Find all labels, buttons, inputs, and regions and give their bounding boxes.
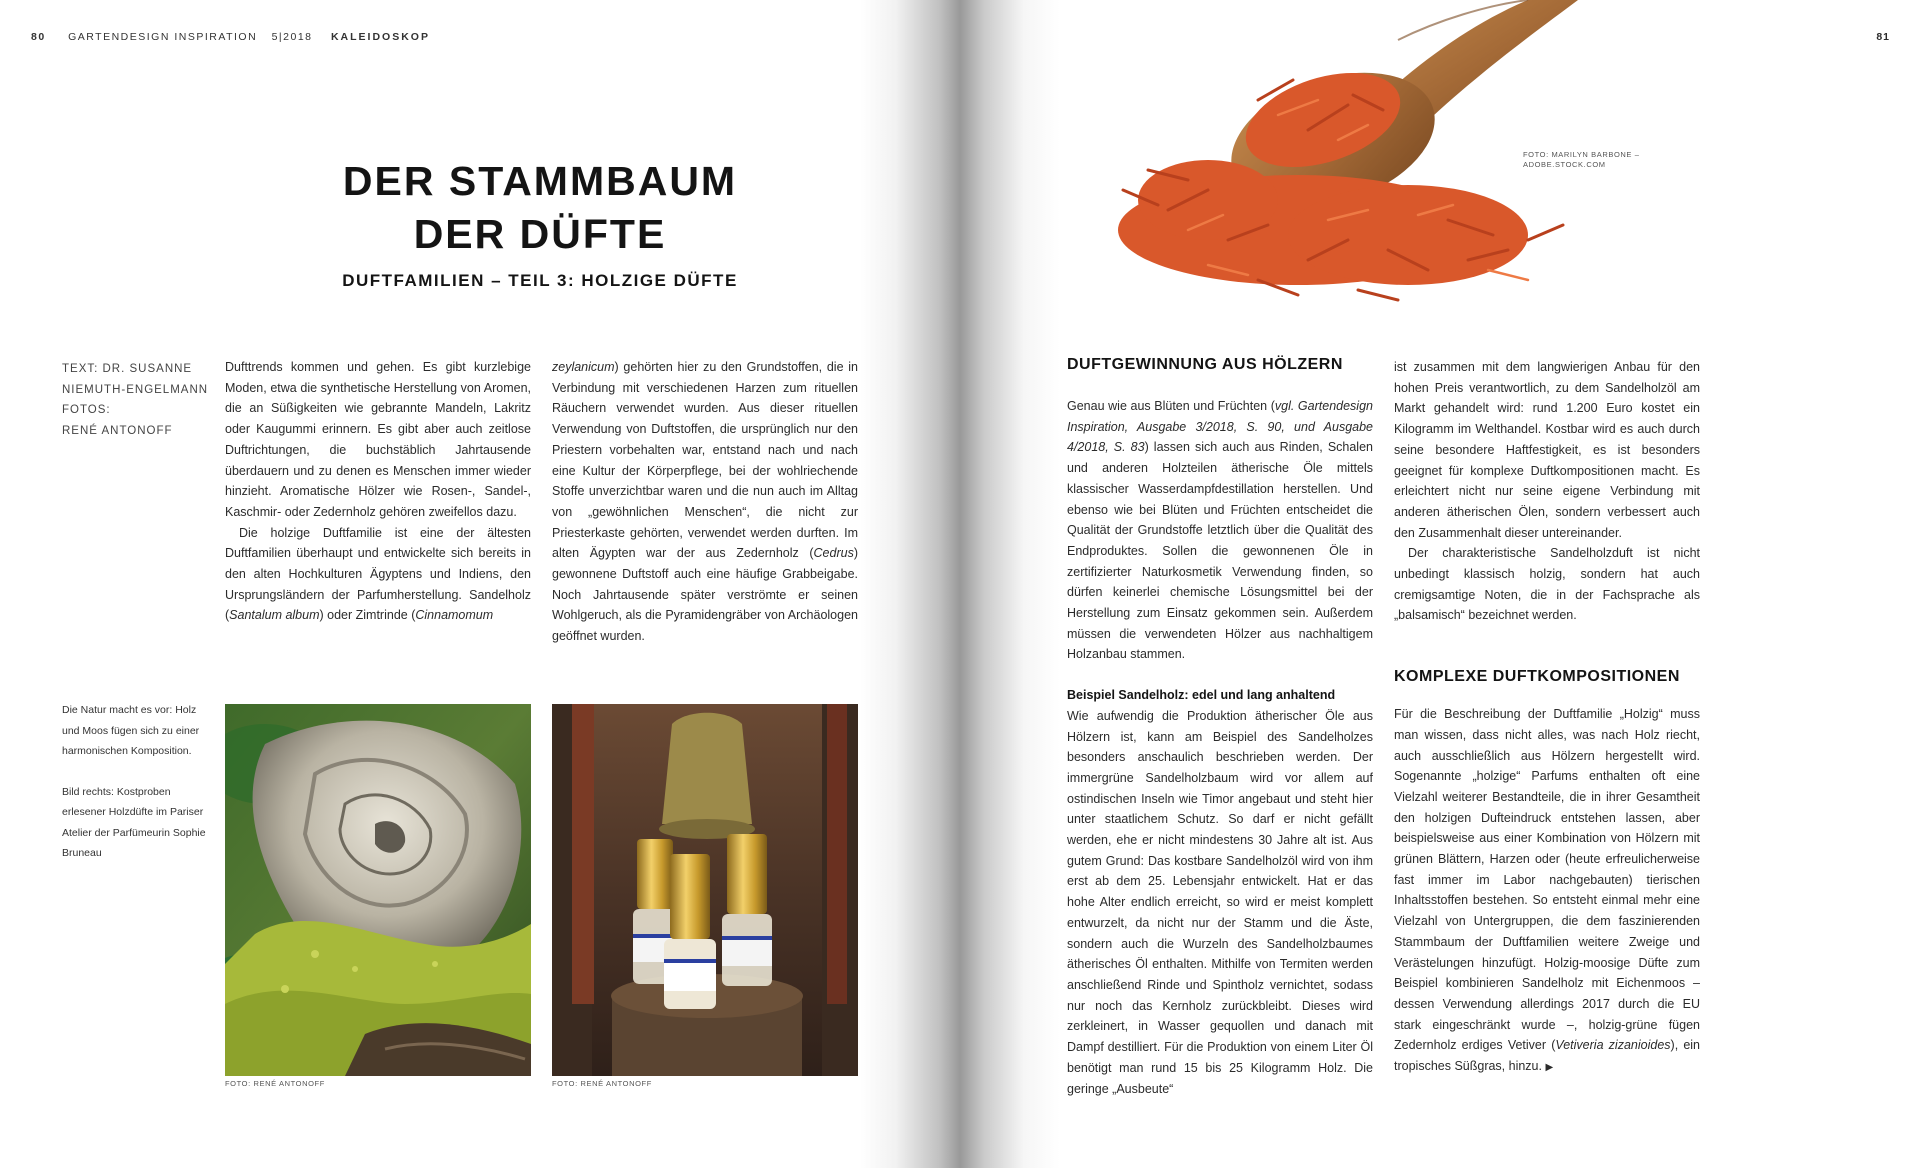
body-column-2 bbox=[552, 357, 858, 647]
image-captions bbox=[62, 700, 212, 884]
heading-komplexe: KOMPLEXE DUFTKOMPOSITIONEN bbox=[1394, 668, 1680, 686]
section-name: KALEIDOSKOP bbox=[330, 31, 430, 43]
paragraph: Der charakteristische Sandelholzduft ist nicht unbedingt klassisch holzig, sondern hat auch cremigsamtige Noten, die in der Fachsprache als „balsamisch“ bezeichnet werden. bbox=[1394, 546, 1700, 623]
body-column-1 bbox=[225, 357, 531, 626]
credit-line: FOTOS: bbox=[62, 404, 111, 416]
photo-perfume-bottles bbox=[552, 704, 858, 1076]
issue-number: 5|2018 bbox=[271, 31, 313, 43]
credit-line: NIEMUTH-ENGELMANN bbox=[62, 383, 209, 396]
photo-credit-hero: FOTO: MARILYN BARBONE – ADOBE.STOCK.COM bbox=[1523, 150, 1640, 169]
title-line-2: DER DÜFTE bbox=[413, 211, 667, 257]
caption-moss: Die Natur macht es vor: Holz und Moos fügen sich zu einer harmonischen Komposition. bbox=[62, 704, 200, 757]
body-column-4 bbox=[1394, 357, 1700, 1079]
paragraph: Wie aufwendig die Produktion ätherischer Öle aus Hölzern ist, kann am Beispiel des Sandelholzes besonders anschaulich beschrieben werden. Der immergrüne Sandelholzbaum wird vor allem auf ostindischen Inseln wie Timor angebaut und steht hier unter staatlichem Schutz. So darf er nicht gefällt werden, ehe er nicht mindestens 30 Jahre alt ist. Aus gutem Grund: Das kostbare Sandelholzöl wird von ihm erst ab dem 25. Lebensjahr entwickelt. Hat er das hohe Alter endlich erreicht, so wird er meist komplett entwurzelt, da nicht nur der Stamm und die Äste, sondern auch die Wurzeln des Sandelholzbaumes ätherisches Öl enthalten. Mithilfe von Termiten werden anschließend Rinde und Spintholz vernichtet, sodass nur noch das Kernholz zurückbleibt. Dieses wird zerkleinert, in Wasser gequollen und danach mit Dampf destilliert. Für die Produktion von einem Liter Öl benötigt man rund 15 bis 25 Kilogramm Holz. Die geringe „Ausbeute“ bbox=[1067, 708, 1373, 1096]
page-number-right: 81 bbox=[1876, 31, 1890, 43]
photo-credit: FOTO: RENÉ ANTONOFF bbox=[225, 1079, 325, 1088]
photo-credit: FOTO: RENÉ ANTONOFF bbox=[552, 1079, 652, 1088]
paragraph: ist zusammen mit dem langwierigen Anbau für den hohen Preis verantwortlich, zu dem Sandelholzöl am Markt gehandelt wird: rund 1.200 Euro kostet ein Kilogramm im Welthandel. Kostbar wird es auch durch seine besondere Haftfestigkeit, es ist besonders geeignet für komplexe Duftkompositionen macht. Es erleichtert nicht nur seine eigene Verbindung mit anderen ätherischen Ölen, sondern verbessert auch den Zusammenhalt dieser untereinander. bbox=[1394, 360, 1700, 540]
photo-wood-moss bbox=[225, 704, 531, 1076]
photo-sandalwood-spoon bbox=[1108, 0, 1588, 322]
paragraph: Dufttrends kommen und gehen. Es gibt kurzlebige Moden, etwa die synthetische Herstellung von Aromen, die an Süßigkeiten wie gebrannte Mandeln, Lakritz oder Kaugummi erinnern. Es gibt aber auch zeitlose Duftrichtungen, die buchstäblich Jahrtausende überdauern und zu denen es Menschen immer wieder hinzieht. Aromatische Hölzer wie Rosen-, Sandel-, Kaschmir- oder Zedernholz gehören zweifellos dazu. bbox=[225, 360, 531, 519]
body-column-3 bbox=[1067, 354, 1373, 1099]
paragraph: Genau wie aus Blüten und Früchten (vgl. Gartendesign Inspiration, Ausgabe 3/2018, S. 90, und Ausgabe 4/2018, S. 83) lassen sich auch aus Rinden, Schalen und anderen Holzteilen ätherische Öle mittels klassischer Wasserdampfdestillation herstellen. Und ebenso wie bei Blüten und Früchten entscheidet die Qualität der Grundstoffe letztlich über die Qualität des Endproduktes. Sollen die gewonnenen Öle in zertifizierter Naturkosmetik Verwendung finden, so dürfen keinerlei chemische Lösungsmittel bei der Herstellung zum Einsatz gekommen sein. Außerdem müssen die verwendeten Hölzer aus nachhaltigem Holzanbau stammen. bbox=[1067, 399, 1373, 662]
heading-sandelholz: Beispiel Sandelholz: edel und lang anhaltend bbox=[1067, 688, 1336, 703]
caption-perfume: Bild rechts: Kostproben erlesener Holzdüfte im Pariser Atelier der Parfümeurin Sophie Bruneau bbox=[62, 785, 206, 859]
running-head bbox=[31, 31, 430, 43]
paragraph: Die holzige Duftfamilie ist eine der ältesten Duftfamilien überhaupt und entwickelte sich bereits in den alten Hochkulturen Ägyptens und Indiens, den Ursprungsländern der Parfumherstellung. Sandelholz (Santalum album) oder Zimtrinde (Cinnamomum bbox=[225, 525, 531, 623]
paragraph: zeylanicum) gehörten hier zu den Grundstoffen, die in Verbindung mit verschiedenen Harzen zum rituellen Räuchern verwendet wurden. Aus dieser rituellen Verwendung von Duftstoffen, die ursprünglich nur den Priestern vorbehalten war, entstand nach und nach eine Kultur der Körperpflege, bei der wohlriechende Stoffe unverzichtbar waren und die nun auch im Alltag von „gewöhnlichen Menschen“, die nicht zur Priesterkaste gehörten, verwendet werden durften. Im alten Ägypten war der aus Zedernholz (Cedrus) gewonnene Duftstoff auch eine häufige Grabbeigabe. Noch Jahrtausende später verströmte er seinen Wohlgeruch, als die Pyramidengräber von Archäologen geöffnet wurden. bbox=[552, 360, 858, 644]
title-line-1: DER STAMMBAUM bbox=[342, 158, 738, 204]
article-subtitle: DUFTFAMILIEN – TEIL 3: HOLZIGE DÜFTE bbox=[342, 271, 738, 290]
credit-line: RENÉ ANTONOFF bbox=[62, 424, 173, 437]
continue-arrow-icon: ▶ bbox=[1545, 1062, 1554, 1074]
heading-duftgewinnung: DUFTGEWINNUNG AUS HÖLZERN bbox=[1067, 356, 1343, 373]
author-credits bbox=[62, 359, 232, 441]
credit-line: TEXT: DR. SUSANNE bbox=[62, 363, 193, 375]
page-number-left: 80 bbox=[31, 31, 46, 43]
magazine-name: GARTENDESIGN INSPIRATION bbox=[68, 31, 258, 43]
article-title bbox=[290, 155, 790, 261]
page-right bbox=[960, 0, 1920, 1168]
paragraph: Für die Beschreibung der Duftfamilie „Holzig“ muss man wissen, dass nicht alles, was nach Holz riecht, auch ausschließlich aus Hölzern hergestellt wird. Sogenannte „holzige“ Parfums enthalten oft eine Vielzahl weiterer Bestandteile, die in ihrer Gesamtheit den holzigen Dufteindruck entstehen lassen, aber beispielsweise aus einer Kombination von Hölzern mit grünen Blättern, Harzen oder (heute erfreulicherweise fast immer im Labor nachgebauten) tierischen Inhaltsstoffen bestehen. So entsteht einmal mehr eine Vielzahl von Untergruppen, die dem faszinierenden Stammbaum der Duftfamilien weitere Zweige und Verästelungen hinzufügt. Holzig-moosige Düfte zum Beispiel kombinieren Sandelholz mit Eichenmoos – dessen Verwendung allerdings 2017 durch die EU stark eingeschränkt wurde –, holzig-grüne fügen Zedernholz erdiges Vetiver (Vetiveria zizanioides), ein tropisches Süßgras, hinzu. ▶ bbox=[1394, 707, 1700, 1074]
